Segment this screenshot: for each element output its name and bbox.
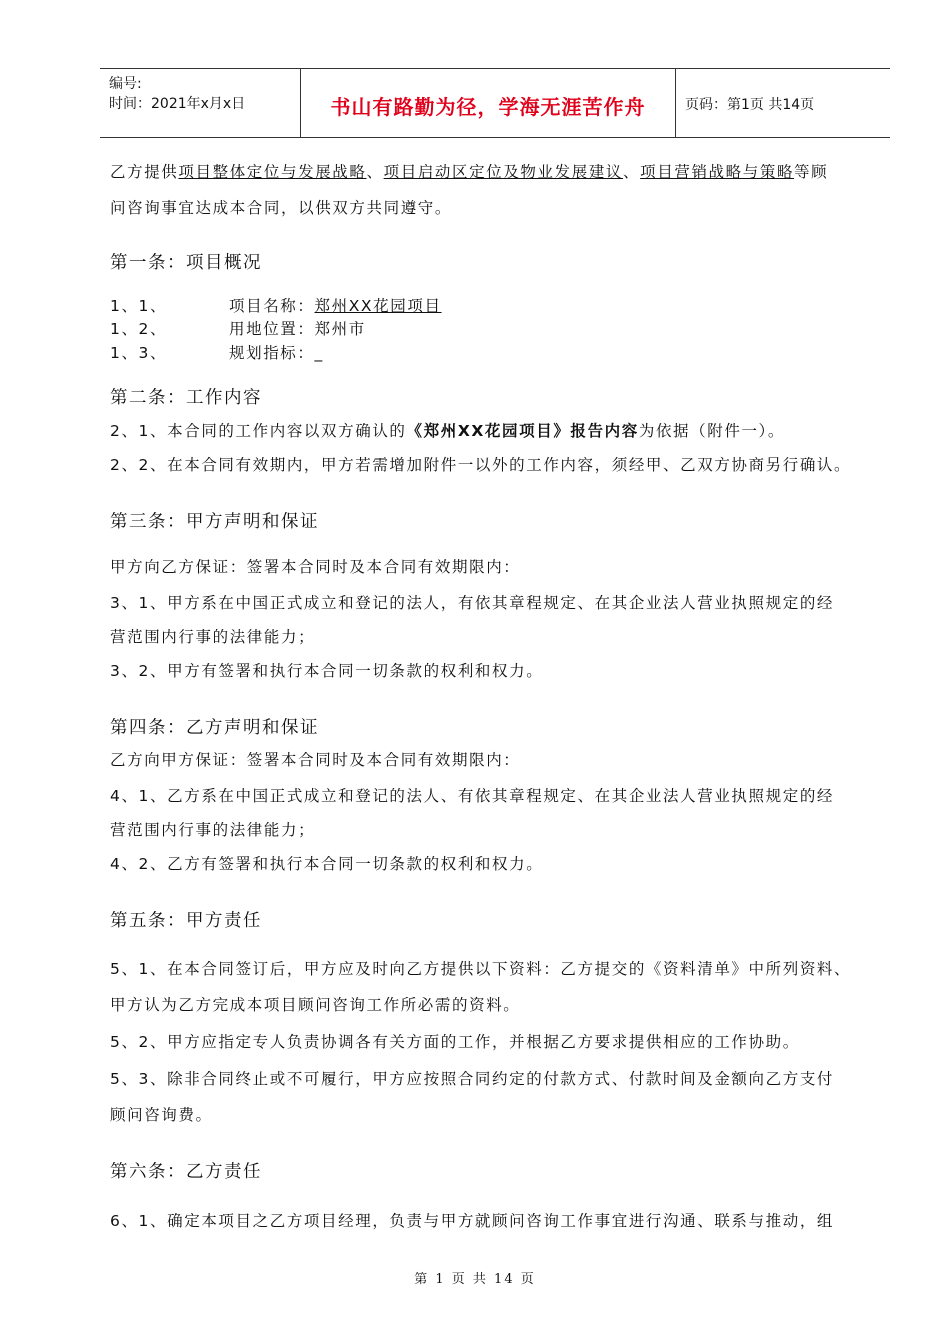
clause-2-1: [110, 419, 785, 441]
underlined-term: 项目启动区定位及物业发展建议: [383, 163, 624, 181]
clause-6-1-line-1: 6、1、确定本项目之乙方项目经理，负责与甲方就顾问咨询工作事宜进行沟通、联系与推动，组: [110, 1212, 835, 1230]
article-1-title: 第一条：项目概况: [110, 253, 262, 273]
header-info-cell: [100, 69, 301, 137]
item-number: 1、1、: [110, 297, 168, 315]
article-6-title: 第六条：乙方责任: [110, 1162, 262, 1182]
separator: 、: [623, 163, 641, 181]
separator: 、: [366, 163, 384, 181]
project-name-value: 郑州XX花园项目: [314, 297, 442, 315]
page-footer: 第 1 页 共 14 页: [414, 1272, 536, 1287]
clause-3-2: 3、2、甲方有签署和执行本合同一切条款的权利和权力。: [110, 662, 544, 680]
clause-3-1-line-1: 3、1、甲方系在中国正式成立和登记的法人，有依其章程规定、在其企业法人营业执照规定的经: [110, 594, 835, 612]
intro-text: 乙方提供: [110, 163, 179, 181]
article-4-title: 第四条：乙方声明和保证: [110, 718, 319, 738]
intro-text: 等顾: [794, 163, 829, 181]
clause-5-1-line-1: 5、1、在本合同签订后，甲方应及时向乙方提供以下资料：乙方提交的《资料清单》中所列资料、: [110, 960, 852, 978]
item-label: 规划指标：: [229, 344, 315, 362]
article-2-title: 第二条：工作内容: [110, 388, 262, 408]
underlined-term: 项目整体定位与发展战略: [178, 163, 367, 181]
item-number: 1、2、: [110, 320, 168, 338]
item-text: [229, 294, 442, 316]
header-page-cell: [676, 69, 890, 137]
clause-4-1-line-1: 4、1、乙方系在中国正式成立和登记的法人、有依其章程规定、在其企业法人营业执照规定的经: [110, 787, 835, 805]
clause-3-1-line-2: 营范围内行事的法律能力；: [110, 628, 316, 646]
item-text: [229, 341, 324, 363]
clause-text: 2、1、本合同的工作内容以双方确认的: [110, 422, 407, 440]
page-header: [100, 68, 890, 138]
page-number-label: 页码：第1页 共14页: [685, 97, 815, 113]
number-label: 编号:: [109, 76, 142, 92]
article-4-intro: 乙方向甲方保证：签署本合同时及本合同有效期限内：: [110, 751, 521, 769]
intro-line-1: [110, 160, 828, 182]
clause-5-2: 5、2、甲方应指定专人负责协调各有关方面的工作，并根据乙方要求提供相应的工作协助。: [110, 1033, 800, 1051]
time-label: 时间：2021年x月x日: [109, 96, 246, 112]
clause-5-3-line-1: 5、3、除非合同终止或不可履行，甲方应按照合同约定的付款方式、付款时间及金额向乙方支付: [110, 1070, 835, 1088]
clause-4-2: 4、2、乙方有签署和执行本合同一切条款的权利和权力。: [110, 855, 544, 873]
article-3-intro: 甲方向乙方保证：签署本合同时及本合同有效期限内：: [110, 558, 521, 576]
item-text: [229, 317, 366, 339]
intro-line-2: 问咨询事宜达成本合同，以供双方共同遵守。: [110, 199, 453, 217]
clause-text: 为依据（附件一）。: [638, 422, 785, 440]
clause-5-3-line-2: 顾问咨询费。: [110, 1106, 213, 1124]
item-label: 项目名称：: [229, 297, 315, 315]
item-label: 用地位置：郑州市: [229, 320, 366, 338]
article-5-title: 第五条：甲方责任: [110, 911, 262, 931]
underlined-term: 项目营销战略与策略: [640, 163, 795, 181]
header-motto-cell: [301, 69, 676, 137]
clause-4-1-line-2: 营范围内行事的法律能力；: [110, 821, 316, 839]
clause-2-2: 2、2、在本合同有效期内，甲方若需增加附件一以外的工作内容，须经甲、乙双方协商另行确认。: [110, 456, 852, 474]
report-title: 《郑州XX花园项目》报告内容: [406, 422, 639, 440]
item-number: 1、3、: [110, 344, 168, 362]
planning-index-value: _: [314, 344, 324, 362]
clause-5-1-line-2: 甲方认为乙方完成本项目顾问咨询工作所必需的资料。: [110, 996, 521, 1014]
motto-text: 书山有路勤为径，学海无涯苦作舟: [330, 95, 646, 119]
article-3-title: 第三条：甲方声明和保证: [110, 512, 319, 532]
